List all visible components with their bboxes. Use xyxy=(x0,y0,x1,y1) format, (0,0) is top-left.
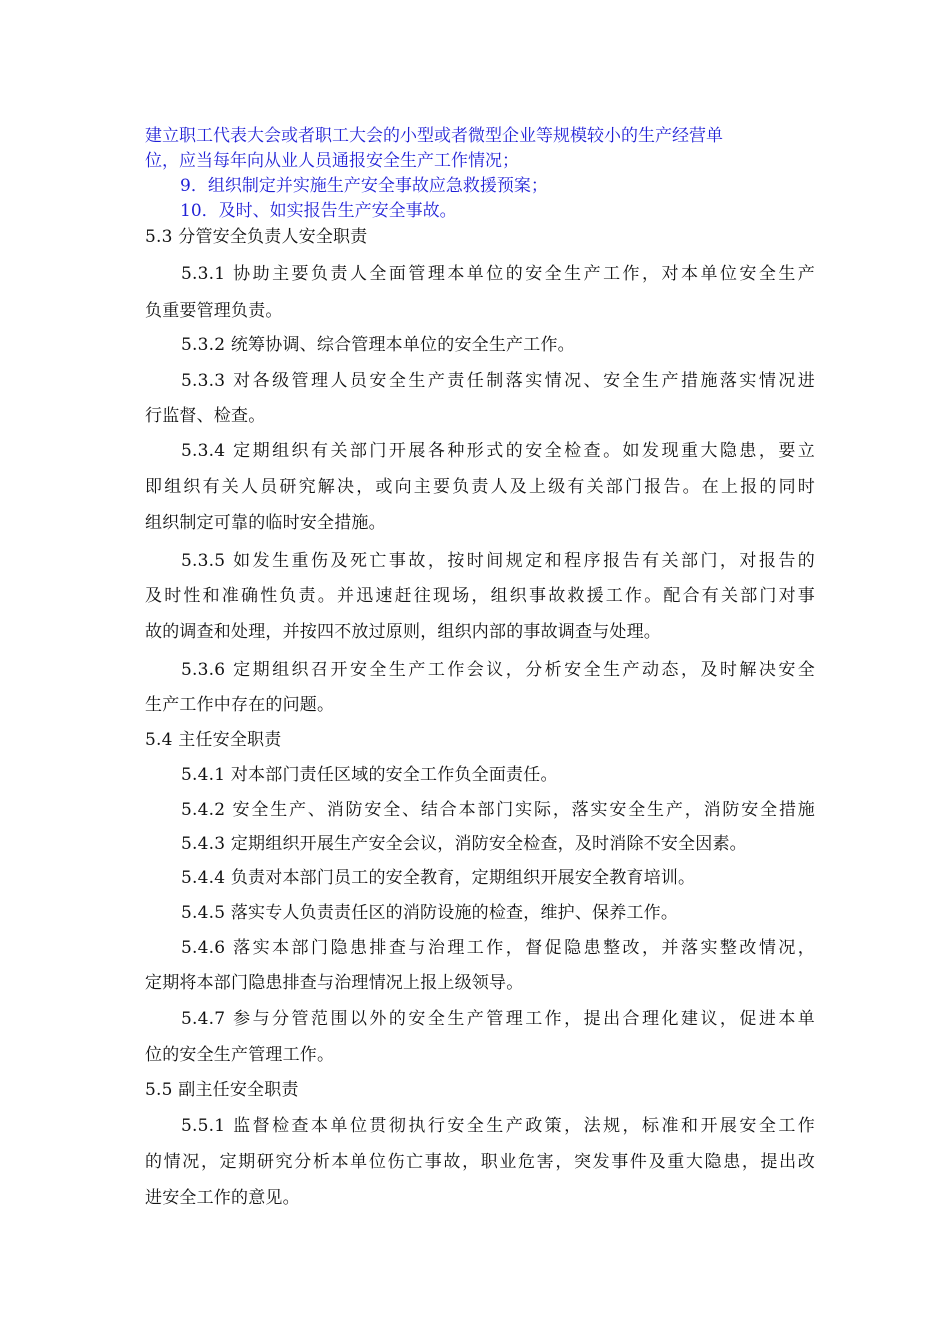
para-5-3-2: 5.3.2 统筹协调、综合管理本单位的安全生产工作。 xyxy=(181,335,575,355)
para-5-4-7-line-1: 5.4.7 参与分管范围以外的安全生产管理工作，提出合理化建议，促进本单 xyxy=(181,1009,815,1029)
para-5-4-6-line-1: 5.4.6 落实本部门隐患排查与治理工作，督促隐患整改，并落实整改情况， xyxy=(181,938,815,958)
blue-line-2: 位，应当每年向从业人员通报安全生产工作情况； xyxy=(145,151,519,171)
para-5-4-1: 5.4.1 对本部门责任区域的安全工作负全面责任。 xyxy=(181,765,558,785)
para-5-3-6-line-2: 生产工作中存在的问题。 xyxy=(145,695,335,715)
list-item-9: 9．组织制定并实施生产安全事故应急救援预案； xyxy=(180,176,548,196)
para-5-3-1-line-2: 负重要管理负责。 xyxy=(145,301,283,321)
para-5-3-4-line-3: 组织制定可靠的临时安全措施。 xyxy=(145,513,386,533)
list-item-10: 10．及时、如实报告生产安全事故。 xyxy=(180,201,457,221)
blue-text-block xyxy=(145,124,815,224)
para-5-4-6-line-2: 定期将本部门隐患排查与治理情况上报上级领导。 xyxy=(145,973,524,993)
para-5-5-1-line-3: 进安全工作的意见。 xyxy=(145,1188,300,1208)
para-5-5-1-line-2: 的情况，定期研究分析本单位伤亡事故，职业危害，突发事件及重大隐患，提出改 xyxy=(145,1152,815,1172)
para-5-3-5-line-2: 及时性和准确性负责。并迅速赶往现场，组织事故救援工作。配合有关部门对事 xyxy=(145,586,815,606)
para-5-4-4: 5.4.4 负责对本部门员工的安全教育，定期组织开展安全教育培训。 xyxy=(181,868,696,888)
para-5-3-3-line-1: 5.3.3 对各级管理人员安全生产责任制落实情况、安全生产措施落实情况进 xyxy=(181,371,815,391)
blue-line-1: 建立职工代表大会或者职工大会的小型或者微型企业等规模较小的生产经营单 xyxy=(145,126,723,146)
para-5-4-2: 5.4.2 安全生产、消防安全、结合本部门实际，落实安全生产，消防安全措施 xyxy=(181,800,815,820)
section-heading-5-3: 5.3 分管安全负责人安全职责 xyxy=(145,227,368,247)
para-5-4-5: 5.4.5 落实专人负责责任区的消防设施的检查，维护、保养工作。 xyxy=(181,903,679,923)
para-5-3-1-line-1: 5.3.1 协助主要负责人全面管理本单位的安全生产工作，对本单位安全生产 xyxy=(181,264,815,284)
para-5-3-3-line-2: 行监督、检查。 xyxy=(145,406,266,426)
para-5-4-7-line-2: 位的安全生产管理工作。 xyxy=(145,1045,335,1065)
para-5-5-1-line-1: 5.5.1 监督检查本单位贯彻执行安全生产政策，法规，标准和开展安全工作 xyxy=(181,1116,815,1136)
para-5-3-4-line-2: 即组织有关人员研究解决，或向主要负责人及上级有关部门报告。在上报的同时 xyxy=(145,477,815,497)
para-5-3-5-line-3: 故的调查和处理，并按四不放过原则，组织内部的事故调查与处理。 xyxy=(145,622,661,642)
para-5-3-5-line-1: 5.3.5 如发生重伤及死亡事故，按时间规定和程序报告有关部门，对报告的 xyxy=(181,551,815,571)
para-5-3-6-line-1: 5.3.6 定期组织召开安全生产工作会议，分析安全生产动态，及时解决安全 xyxy=(181,660,815,680)
section-heading-5-5: 5.5 副主任安全职责 xyxy=(145,1080,299,1100)
section-heading-5-4: 5.4 主任安全职责 xyxy=(145,730,282,750)
para-5-4-3: 5.4.3 定期组织开展生产安全会议，消防安全检查，及时消除不安全因素。 xyxy=(181,834,747,854)
para-5-3-4-line-1: 5.3.4 定期组织有关部门开展各种形式的安全检查。如发现重大隐患，要立 xyxy=(181,441,815,461)
